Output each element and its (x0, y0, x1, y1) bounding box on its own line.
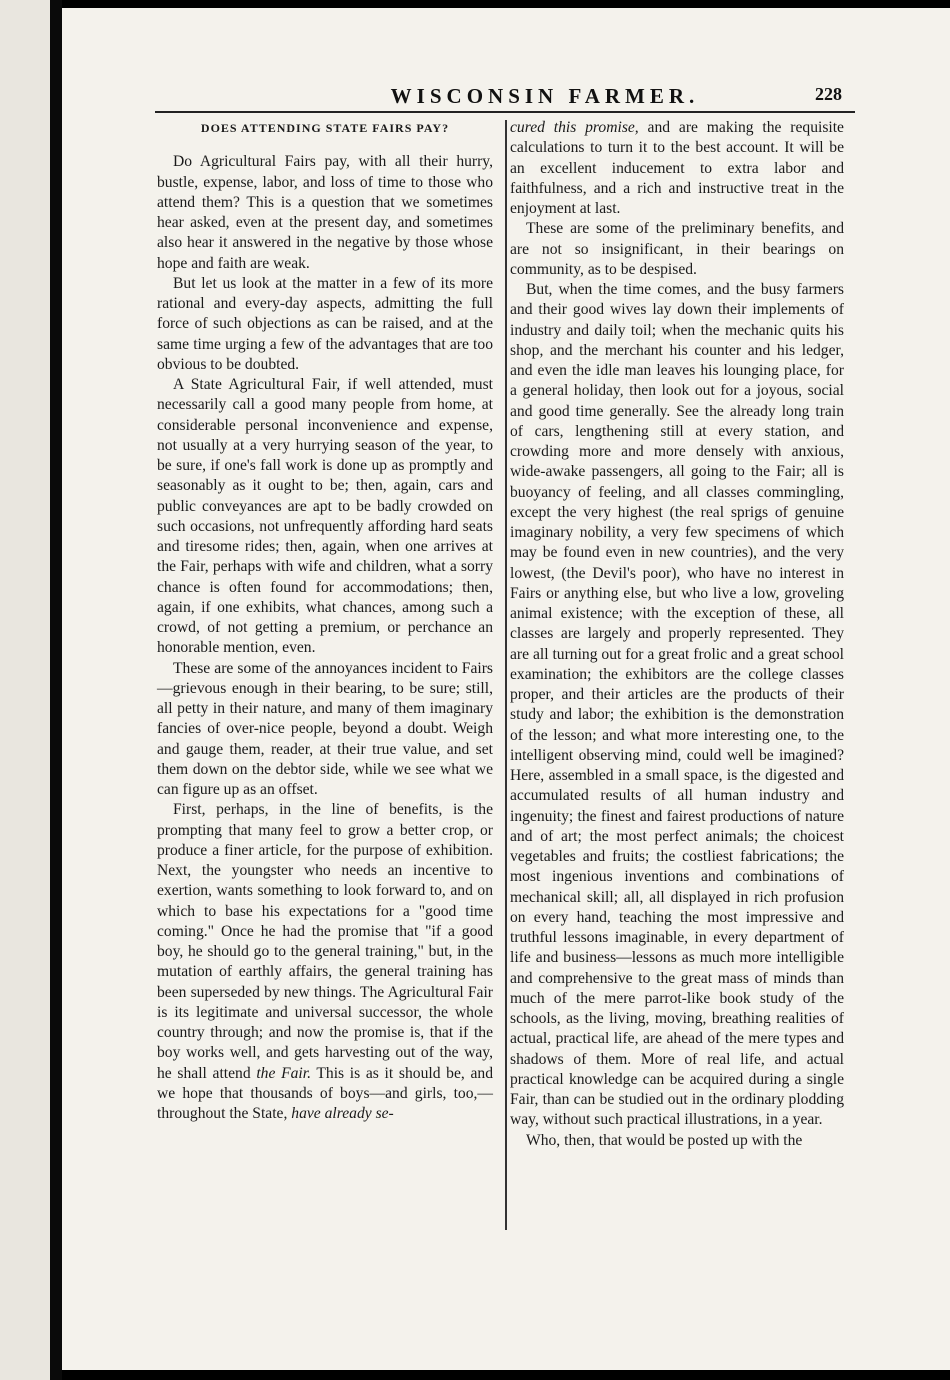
italic-text: have already se- (291, 1105, 394, 1122)
italic-text: the Fair. (256, 1064, 311, 1082)
paragraph: Who, then, that would be posted up with the (526, 1131, 803, 1149)
paragraph (510, 118, 844, 219)
page-gutter (50, 0, 62, 1380)
paragraph-text: This is as it should be, and we hope that thousands of boys—and girls, too,—throughout the State, (157, 1064, 494, 1122)
right-column (510, 118, 844, 1151)
paragraph: A State Agricultural Fair, if well attended, must necessarily call a good many people from home, at considerable personal inconvenience and expense, not usually at a very hurrying season of the year, to be sure, if one's fall work is done up as promptly and seasonably as it ought to be; then, again, cars and public conveyances are apt to be badly crowded on such occasions, not unfrequently affording hard seats and tiresome rides; then, again, when one arrives at the Fair, perhaps with wife and children, what a sorry chance is often found for accommodations; then, again, if one exhibits, what chances, among such a crowd, of not getting a premium, or perchance an honorable mention, even. (157, 376, 493, 657)
header-rule (155, 111, 855, 113)
paragraph-text: First, perhaps, in the line of benefits, is the prompting that many feel to grow a better crop, or produce a finer article, for the purpose of exhibition. Next, the youngster who needs an incentive to exertion, wants something to look forward to, and on which to base his expectations for a "good time coming." Once he had the promise that "if a good boy, he should go to the general training," but, in the mutation of earthly affairs, the general training has been superseded by new things. The Agricultural Fair is its legitimate and universal successor, the whole country through; and now the promise is, that if the boy works well, and gets harvesting out of the way, he shall attend (157, 801, 493, 1082)
paragraph (157, 800, 493, 1124)
left-column (157, 118, 493, 1124)
page-number: 228 (815, 84, 842, 104)
running-header: WISCONSIN FARMER. (390, 84, 700, 108)
paragraph: Do Agricultural Fairs pay, with all their hurry, bustle, expense, labor, and loss of time to those who attend them? This is a question that we sometimes hear asked, even at the present day, and sometimes also hear it answered in the negative by those whose hope and faith are weak. (157, 153, 493, 272)
column-rule (505, 120, 507, 1230)
paragraph: But, when the time comes, and the busy farmers and their good wives lay down their implements of industry and daily toil; when the mechanic quits his shop, and the merchant his counter and his ledger, and even the idle man leaves his lounging place, for a general holiday, then look out for a joyous, social and good time generally. See the already long train of cars, lengthening still at every station, and crowding more and more densely with anxious, wide-awake passengers, all going to the Fair; all is buoyancy of feeling, and all classes commingling, except the very highest (the real sprigs of genuine imaginary nobility, a very few specimens of which may be found even in new countries), and the very lowest, (the Devil's poor), who have no interest in Fairs or anything else, but who live a low, groveling animal existence; with the exception of these, all classes are largely and properly represented. They are all turning out for a great frolic and a great school examination; the exhibitors are the college classes proper, and their articles are the products of their study and labor; the exhibition is the demonstration of the lesson; and what more interesting one, to the intelligent observing mind, could well be imagined? Here, assembled in a small space, is the digested and accumulated results of all human industry and ingenuity; the finest and fairest productions of nature and of art; the most perfect animals; the choicest vegetables and fruits; the costliest fabrications; the most ingenious inventions and combinations of mechanical skill; all, all displayed in rich profusion on every hand, teaching the most impressive and truthful lessons imaginable, in every department of life and business—lessons as much more intelligible and comprehensive to the great mass of minds than much of the mere parrot-like book study of the schools, as the living, moving, breathing realities of actual, practical life, are ahead of the mere types and shadows of them. More of real life, and actual practical knowledge can be acquired during a single Fair, than can be studied out in the ordinary plodding way, without such practical illustrations, in a year. (510, 281, 844, 1129)
paragraph-text: and are making the requisite calculations to turn it to the best account. It will be an excellent inducement to extra labor and faithfulness, and a rich and instructive treat in the enjoyment at last. (510, 119, 844, 217)
italic-text: cured this promise, (510, 119, 639, 136)
left-page-edge (0, 0, 50, 1380)
paragraph: These are some of the preliminary benefits, and are not so insignificant, in their bearings on community, as to be despised. (510, 220, 844, 278)
paragraph: These are some of the annoyances incident to Fairs—grievous enough in their bearing, to be sure; still, all petty in their nature, and many of them imaginary fancies of over-nice people, beyond a doubt. Weigh and gauge them, reader, at their true value, and set them down on the debtor side, while we see what we can figure up as an offset. (157, 659, 493, 798)
paragraph: But let us look at the matter in a few of its more rational and every-day aspects, admitting the full force of such objections as can be raised, and at the same time urging a few of the advantages that are too obvious to be doubted. (157, 274, 493, 373)
article-title: DOES ATTENDING STATE FAIRS PAY? (200, 121, 450, 135)
